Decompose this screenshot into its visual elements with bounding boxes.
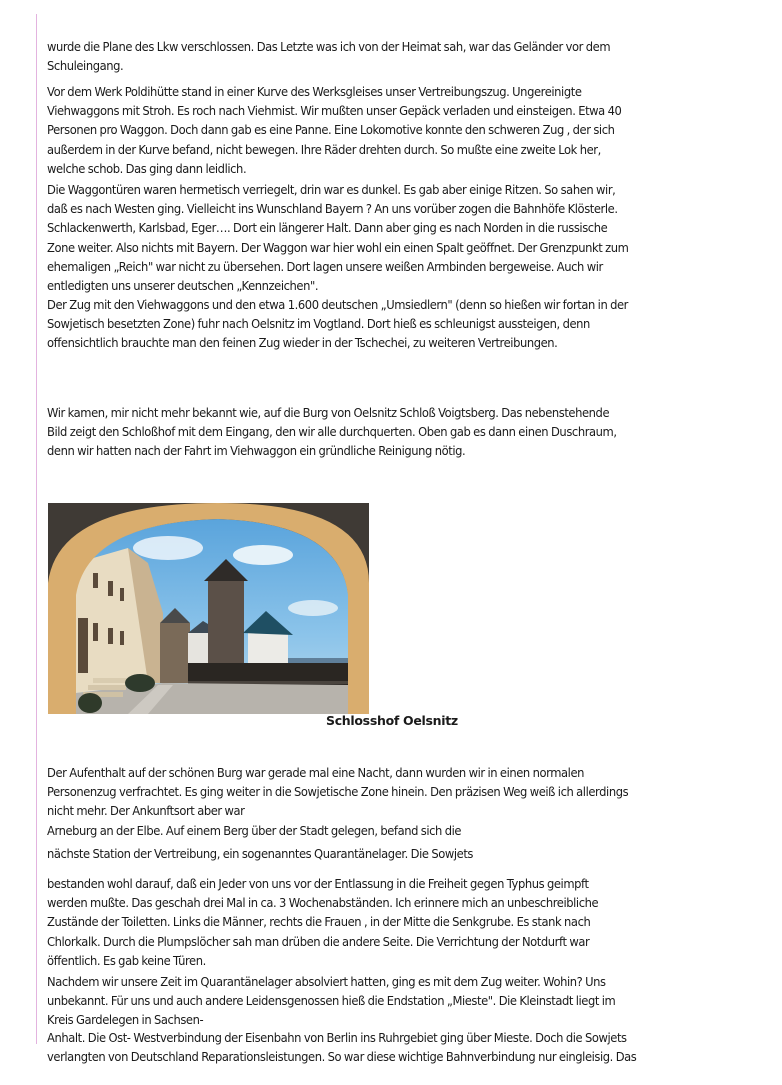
text-line: welche schob. Das ging dann leidlich. [47, 160, 247, 176]
text-line: Nachdem wir unsere Zeit im Quarantänelager absolviert hatten, ging es mit dem Zug weiter. Wohin? Uns [47, 974, 606, 989]
text-line: nicht mehr. Der Ankunftsort aber war [47, 803, 245, 819]
text-line: Bild zeigt den Schloßhof mit dem Eingang, den wir alle durchquerten. Oben gab es dann einen Duschraum, [47, 424, 617, 440]
text-line: wurde die Plane des Lkw verschlossen. Das Letzte was ich von der Heimat sah, war das Geländer vor dem [47, 39, 611, 54]
text-line: Arneburg an der Elbe. Auf einem Berg über der Stadt gelegen, befand sich die [47, 822, 462, 838]
text-line: nächste Station der Vertreibung, ein sogenanntes Quarantänelager. Die Sowjets [47, 846, 474, 861]
text-line: Die Waggontüren waren hermetisch verriegelt, drin war es dunkel. Es gab aber einige Ritzen. So sahen wir, [47, 182, 616, 197]
text-line: Anhalt. Die Ost- Westverbindung der Eisenbahn von Berlin ins Ruhrgebiet ging über Mieste. Doch die Sowjets [47, 1030, 627, 1045]
text-line: Viehwaggons mit Stroh. Es roch nach Viehmist. Wir mußten unser Gepäck verladen und einsteigen. Etwa 40 [47, 103, 622, 119]
paragraph-7 [47, 844, 726, 863]
figure-caption: Schlosshof Oelsnitz [326, 713, 458, 728]
text-line: Chlorkalk. Durch die Plumpslöcher sah man drüben die andere Seite. Die Verrichtung der Notdurft war [47, 933, 590, 949]
text-line: daß es nach Westen ging. Vielleicht ins Wunschland Bayern ? An uns vorüber zogen die Bahnhöfe Klösterle. [47, 201, 618, 217]
castle-courtyard-photo [48, 503, 369, 714]
paragraph-1 [47, 37, 726, 75]
paragraph-10 [47, 1028, 726, 1066]
paragraph-5 [47, 403, 726, 461]
text-line: öffentlich. Es gab keine Türen. [47, 952, 206, 968]
text-line: Kreis Gardelegen in Sachsen- [47, 1012, 204, 1028]
text-line: Vor dem Werk Poldihütte stand in einer Kurve des Werksgleises unser Vertreibungszug. Ungereinigte [47, 84, 582, 99]
text-line: verlangten von Deutschland Reparationsleistungen. So war diese wichtige Bahnverbindung nur eingleisig. Das [47, 1049, 637, 1065]
text-line: Schuleingang. [47, 58, 124, 74]
text-line: Personenzug verfrachtet. Es ging weiter in die Sowjetische Zone hinein. Den präzisen Weg weiß ich allerdings [47, 784, 629, 800]
paragraph-3 [47, 180, 726, 295]
text-line: Der Zug mit den Viehwaggons und den etwa 1.600 deutschen „Umsiedlern" (denn so hießen wir fortan in der [47, 297, 629, 312]
paragraph-6 [47, 763, 726, 840]
text-line: bestanden wohl darauf, daß ein Jeder von uns vor der Entlassung in die Freiheit gegen Typhus geimpft [47, 876, 589, 891]
paragraph-8 [47, 874, 726, 970]
text-line: entledigten uns unserer deutschen „Kennzeichen". [47, 278, 319, 294]
text-line: Personen pro Waggon. Doch dann gab es eine Panne. Eine Lokomotive konnte den schweren Zug , der sich [47, 122, 615, 138]
text-line: Zustände der Toiletten. Links die Männer, rechts die Frauen , in der Mitte die Senkgrube. Es stank nach [47, 914, 591, 930]
text-line: unbekannt. Für uns und auch andere Leidensgenossen hieß die Endstation „Mieste". Die Kleinstadt liegt im [47, 993, 616, 1009]
paragraph-9 [47, 972, 726, 1030]
text-line: Wir kamen, mir nicht mehr bekannt wie, auf die Burg von Oelsnitz Schloß Voigtsberg. Das nebenstehende [47, 405, 610, 420]
paragraph-4 [47, 295, 726, 353]
text-line: Schlackenwerth, Karlsbad, Eger…. Dort ein längerer Halt. Dann aber ging es nach Norden in die russische [47, 220, 608, 236]
text-line: ehemaligen „Reich" war nicht zu übersehen. Dort lagen unsere weißen Armbinden bergeweise. Auch wir [47, 258, 603, 274]
text-line: Der Aufenthalt auf der schönen Burg war gerade mal eine Nacht, dann wurden wir in einen normalen [47, 765, 585, 780]
text-line: denn wir hatten nach der Fahrt im Viehwaggon ein gründliche Reinigung nötig. [47, 443, 466, 459]
text-line: Zone weiter. Also nichts mit Bayern. Der Waggon war hier wohl ein einen Spalt geöffnet. Der Grenzpunkt zum [47, 239, 629, 255]
text-line: offensichtlich brauchte man den feinen Zug wieder in der Tschechei, zu weiteren Vertreibungen. [47, 335, 558, 351]
text-line: außerdem in der Kurve befand, nicht bewegen. Ihre Räder drehten durch. So mußte eine zweite Lok her, [47, 141, 601, 157]
text-line: werden mußte. Das geschah drei Mal in ca. 3 Wochenabständen. Ich erinnere mich an unbeschreibliche [47, 895, 599, 911]
margin-line [36, 14, 37, 1044]
paragraph-2 [47, 82, 726, 178]
text-line: Sowjetisch besetzten Zone) fuhr nach Oelsnitz im Vogtland. Dort hieß es schleunigst aussteigen, denn [47, 316, 590, 332]
